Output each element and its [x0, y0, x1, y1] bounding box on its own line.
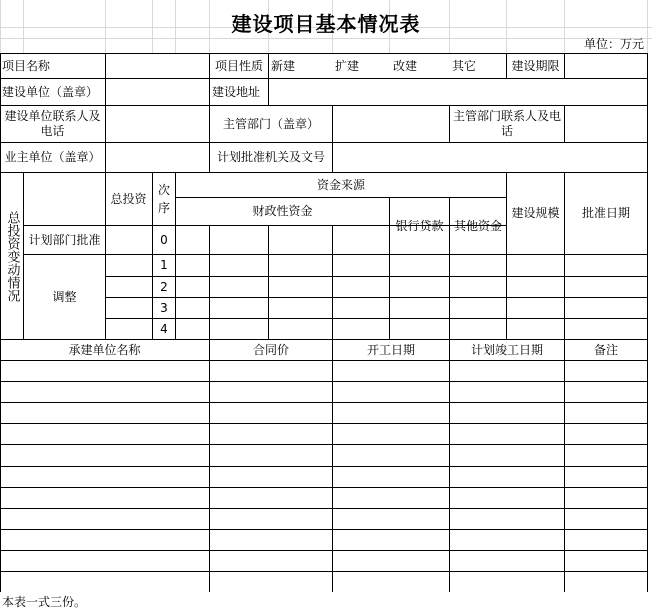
project-nature-label: 项目性质 [214, 58, 263, 73]
remarks-header: 备注 [593, 342, 618, 357]
authority-label: 主管部门（盖章） [222, 116, 319, 131]
sequence-number: 1 [160, 258, 168, 272]
build-unit-label: 建设单位（盖章） [2, 84, 99, 99]
owner-unit-value[interactable] [106, 143, 209, 172]
nature-rebuild: 改建 [393, 58, 418, 73]
approval-doc-label: 计划批准机关及文号 [216, 150, 325, 164]
authority-contact-value[interactable] [565, 106, 647, 142]
build-period-value[interactable] [565, 54, 647, 78]
bank-loan-label: 银行贷款 [395, 218, 444, 233]
nature-other: 其它 [452, 58, 477, 73]
contractor-name-header: 承建单位名称 [68, 342, 141, 357]
sequence-number: 3 [160, 300, 168, 315]
planned-completion-header: 计划竣工日期 [470, 342, 543, 357]
owner-unit-label: 业主单位（盖章） [4, 150, 101, 164]
page-title: 建设项目基本情况表 [231, 12, 421, 36]
build-period-label: 建设期限 [511, 58, 560, 73]
unit-label: 单位：万元 [583, 37, 644, 51]
project-name-value[interactable] [106, 54, 209, 78]
build-unit-value[interactable] [106, 79, 209, 105]
footnote: 本表一式三份。 [2, 595, 87, 609]
build-address-value[interactable] [269, 79, 647, 105]
other-fund-label: 其他资金 [453, 218, 502, 233]
nature-new-build: 新建 [271, 58, 296, 73]
fiscal-fund-label: 财政性资金 [252, 204, 313, 218]
approval-date-label: 批准日期 [581, 206, 630, 220]
plan-approval-label: 计划部门批准 [28, 232, 101, 247]
build-address-label: 建设地址 [212, 84, 261, 99]
unit-contact-value[interactable] [106, 106, 209, 142]
build-scale-label: 建设规模 [511, 206, 560, 220]
authority-contact-label: 主管部门联系人及电话 [452, 109, 561, 138]
unit-contact-label: 建设单位联系人及电话 [4, 109, 101, 138]
sequence-number: 2 [160, 279, 168, 294]
authority-value[interactable] [333, 106, 449, 142]
project-name-label: 项目名称 [2, 58, 51, 73]
approval-doc-value[interactable] [333, 143, 647, 172]
total-investment-label: 总投资 [110, 191, 147, 206]
sequence-label: 次序 [157, 183, 170, 215]
sequence-number: 0 [160, 232, 168, 247]
sequence-number: 4 [160, 321, 168, 336]
fund-source-label: 资金来源 [316, 177, 365, 192]
start-date-header: 开工日期 [366, 342, 415, 357]
adjust-label: 调整 [52, 289, 77, 304]
nature-expand: 扩建 [335, 58, 360, 73]
investment-change-label: 总投资变动情况 [4, 210, 20, 302]
contract-price-header: 合同价 [252, 342, 289, 357]
